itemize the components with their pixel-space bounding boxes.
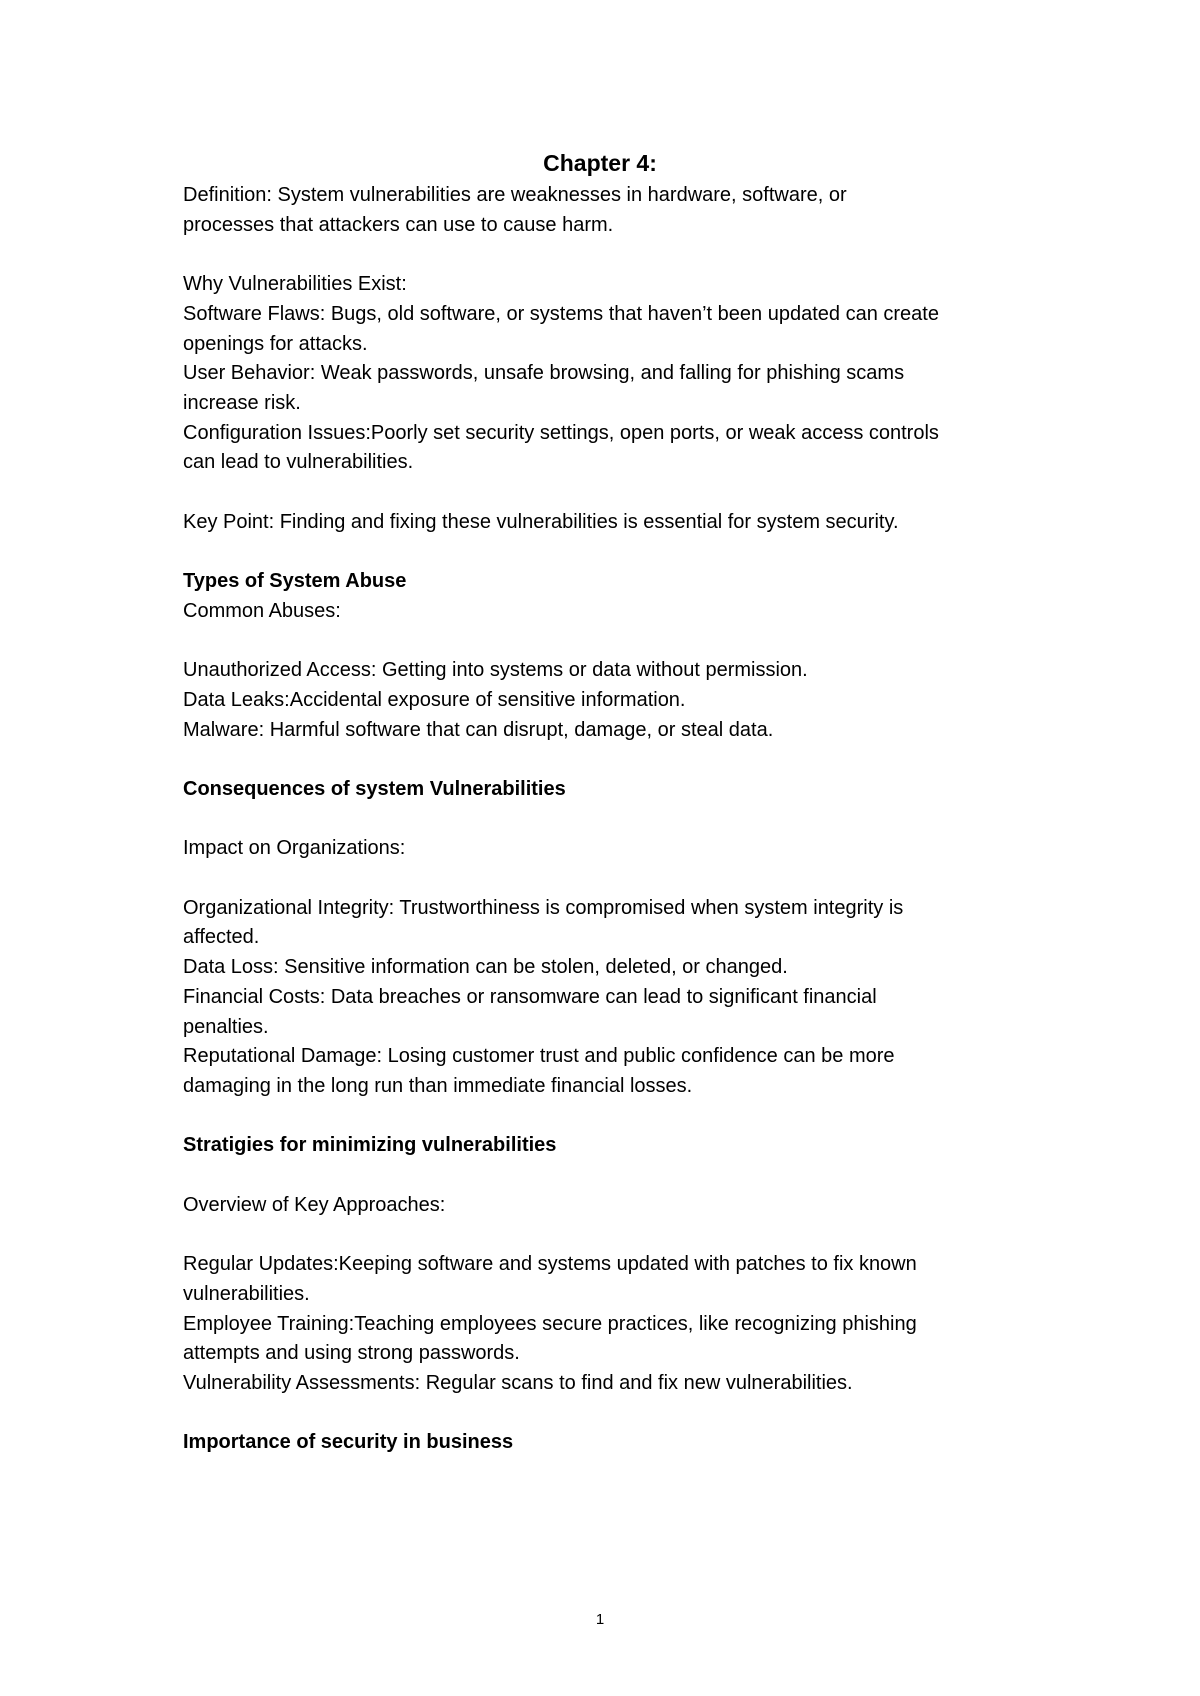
key-point-line: Key Point: Finding and fixing these vulnerabilities is essential for system security.	[183, 510, 899, 533]
paragraph-gap	[183, 240, 1043, 270]
malware-line: Malware: Harmful software that can disrupt, damage, or steal data.	[183, 718, 774, 741]
paragraph-gap	[183, 1220, 1043, 1250]
reputational-damage-line: Reputational Damage: Losing customer trust and public confidence can be more	[183, 1045, 895, 1068]
common-abuses-subheading: Common Abuses:	[183, 599, 341, 622]
paragraph-gap	[183, 1399, 1043, 1429]
types-of-abuse-heading: Types of System Abuse	[183, 570, 407, 593]
data-loss-line: Data Loss: Sensitive information can be stolen, deleted, or changed.	[183, 956, 788, 979]
page-number: 1	[595, 1611, 605, 1628]
strategies-heading: Stratigies for minimizing vulnerabilities	[183, 1134, 557, 1157]
definition-line: processes that attackers can use to cause harm.	[183, 213, 614, 236]
paragraph-gap	[183, 537, 1043, 567]
paragraph-gap	[183, 627, 1043, 657]
paragraph-gap	[183, 864, 1043, 894]
employee-training-line: Employee Training:Teaching employees secure practices, like recognizing phishing	[183, 1312, 917, 1335]
paragraph-gap	[183, 478, 1043, 508]
regular-updates-line: vulnerabilities.	[183, 1282, 310, 1305]
configuration-issues-line: Configuration Issues:Poorly set security settings, open ports, or weak access controls	[183, 421, 939, 444]
vulnerability-assessments-line: Vulnerability Assessments: Regular scans to find and fix new vulnerabilities.	[183, 1371, 853, 1394]
regular-updates-line: Regular Updates:Keeping software and systems updated with patches to fix known	[183, 1253, 917, 1276]
organizational-integrity-line: Organizational Integrity: Trustworthiness is compromised when system integrity is	[183, 896, 904, 919]
why-vulnerabilities-heading: Why Vulnerabilities Exist:	[183, 273, 407, 296]
software-flaws-line: openings for attacks.	[183, 332, 368, 355]
data-leaks-line: Data Leaks:Accidental exposure of sensitive information.	[183, 688, 686, 711]
unauthorized-access-line: Unauthorized Access: Getting into systems or data without permission.	[183, 659, 808, 682]
user-behavior-line: User Behavior: Weak passwords, unsafe browsing, and falling for phishing scams	[183, 362, 905, 385]
paragraph-gap	[183, 1102, 1043, 1132]
chapter-title: Chapter 4:	[543, 150, 657, 176]
paragraph-gap	[183, 745, 1043, 775]
software-flaws-line: Software Flaws: Bugs, old software, or systems that haven’t been updated can create	[183, 302, 939, 325]
user-behavior-line: increase risk.	[183, 391, 301, 414]
financial-costs-line: Financial Costs: Data breaches or ransomware can lead to significant financial	[183, 985, 877, 1008]
consequences-heading: Consequences of system Vulnerabilities	[183, 777, 566, 800]
paragraph-gap	[183, 1161, 1043, 1191]
document-body	[183, 181, 1043, 1458]
impact-subheading: Impact on Organizations:	[183, 837, 406, 860]
employee-training-line: attempts and using strong passwords.	[183, 1342, 520, 1365]
reputational-damage-line: damaging in the long run than immediate financial losses.	[183, 1074, 693, 1097]
overview-subheading: Overview of Key Approaches:	[183, 1193, 446, 1216]
importance-heading: Importance of security in business	[183, 1431, 514, 1454]
financial-costs-line: penalties.	[183, 1015, 269, 1038]
paragraph-gap	[183, 805, 1043, 835]
configuration-issues-line: can lead to vulnerabilities.	[183, 451, 414, 474]
organizational-integrity-line: affected.	[183, 926, 260, 949]
definition-line: Definition: System vulnerabilities are weaknesses in hardware, software, or	[183, 184, 847, 206]
